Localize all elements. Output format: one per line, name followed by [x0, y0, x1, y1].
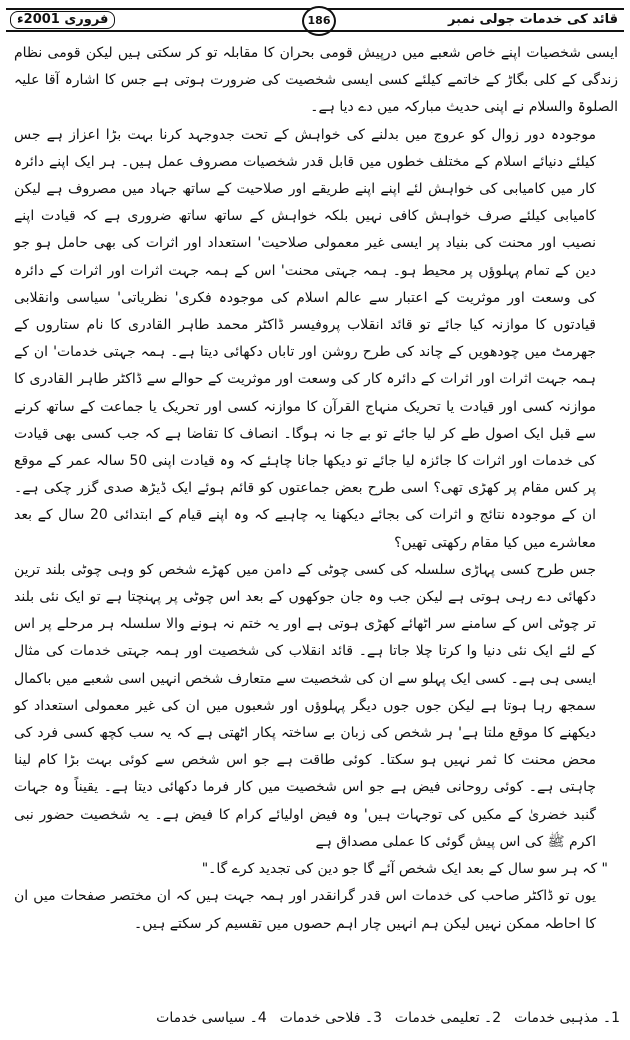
- hadith-quote: " کہ ہر سو سال کے بعد ایک شخص آئے گا جو دین کی تجدید کرے گا۔": [201, 861, 608, 878]
- paragraph-3: جس طرح کسی پہاڑی سلسلہ کی کسی چوٹی کے دامن میں کھڑے شخص کو وہی چوٹی بلند ترین دکھائی دے رہی ہوتی ہے لیکن جب وہ جان جوکھوں کے بعد اس چوٹی پر پہنچتا ہے تو ایک نئی بلند تر چوٹی اس کے سامنے سر اٹھائے کھڑی ہوتی ہے اور یہ ختم نہ ہونے والا سلسلہ ہر مرحلے پر اس کے لئے ایک نئی دنیا وا کرتا چلا جاتا ہے۔ قائد انقلاب کی شخصیت اور ہمہ جہتی خدمات کی مثال ایسی ہی ہے۔ کسی ایک پہلو سے ان کی شخصیت سے متعارف شخص انہیں اسی شعبے میں باکمال سمجھ رہا ہوتا ہے لیکن جوں جوں دیگر پہلوؤں اور شعبوں میں ان کی غیر معمولی استعداد کو دیکھنے کا موقع ملتا ہے' ہر شخص کی زبان بے ساختہ پکار اٹھتی ہے کہ یہ سب کچھ کسی فرد کی محض محنت کا ثمر نہیں ہو سکتا۔ کوئی طاقت ہے جو اس شخص سے کوئی بہت بڑا کام لینا چاہتی ہے۔ کوئی روحانی فیض ہے جو اس شخصیت میں کار فرما دکھائی دیتا ہے۔ یقیناً وہ جہات گنبد خضریٰ کے مکیں کی توجہات ہیں' وہ فیض اولیائے کرام کا فیض ہے۔ یہ شخصیت حضور نبی اکرم ﷺ کی اس پیش گوئی کا عملی مصداق ہے: [14, 561, 596, 850]
- page-number: 186: [302, 6, 336, 36]
- article-body: [14, 40, 618, 938]
- service-political: 4۔ سیاسی خدمات: [156, 1010, 267, 1026]
- service-educational: 2۔ تعلیمی خدمات: [394, 1010, 502, 1026]
- paragraph-1: ایسی شخصیات اپنے خاص شعبے میں درپیش قومی بحران کا مقابلہ تو کر سکتی ہیں لیکن قومی نظام زندگی کے کلی بگاڑ کے خاتمے کیلئے کسی ایسی شخصیت کی ضرورت ہوتی ہے جس کا اشارہ آقا علیہ الصلوۃ والسلام نے اپنی حدیث مبارکہ میں دے دیا ہے۔: [14, 45, 618, 116]
- page-header: [6, 8, 624, 32]
- header-rule-bottom: [6, 30, 624, 32]
- paragraph-2: موجودہ دور زوال کو عروج میں بدلنے کی خواہش کے تحت جدوجہد کرنا بہت بڑا اعزاز ہے جس کیلئے دنیائے اسلام کے مختلف خطوں میں قابل قدر شخصیات مصروف عمل ہیں۔ ہر ایک اپنے دائرہ کار میں کامیابی کی خواہش لئے اپنے اپنے طریقے اور صلاحیت کے ساتھ جہاد میں مصروف ہے لیکن کامیابی کیلئے صرف خواہش کافی نہیں بلکہ خواہش کے ساتھ ساتھ ضروری ہے کہ قیادت اپنے نصیب اور محنت کی بنیاد پر ایسی غیر معمولی صلاحیت' استعداد اور اثرات کی بھی حامل ہو جو دین کے تمام پہلوؤں پر محیط ہو۔ ہمہ جہتی محنت' اس کے ہمہ جہت اثرات اور اثرات کے دائرہ کی وسعت اور موثریت کے اعتبار سے عالم اسلام کی موجودہ فکری' نظریاتی' سیاسی وانقلابی قیادتوں کا موازنہ کیا جائے تو قائد انقلاب پروفیسر ڈاکٹر محمد طاہر القادری کا نام ستاروں کے جھرمٹ میں چودھویں کے چاند کی طرح روشن اور تاباں دکھائی دیتا ہے۔ ہمہ جہتی خدمات' ان کے ہمہ جہت اثرات اور اثرات کے دائرہ کار کی وسعت اور موثریت کے حوالے سے ڈاکٹر طاہر القادری کا موازنہ کسی اور قیادت یا تحریک منہاج القرآن کا موازنہ کسی اور تحریک یا جماعت کے ساتھ کرنے سے قبل ایک اصول طے کر لیا جائے تو بے جا نہ ہوگا۔ انصاف کا تقاضا ہے کہ جب کسی بھی قیادت کی خدمات اور اثرات کا جائزہ لیا جائے تو دیکھا جانا چاہئے کہ وہ قیادت اپنی 50 سالہ عمر کے موقع پر کس مقام پر کھڑی تھی؟ اسی طرح بعض جماعتوں کو قائم ہوئے ایک ڈیڑھ صدی گزر چکی ہے۔ ان کے موجودہ نتائج و اثرات کی بجائے دیکھنا یہ چاہیے کہ وہ اپنے قیام کے ابتدائی 20 سال کے بعد معاشرے میں کیا مقام رکھتی تھیں؟: [14, 126, 597, 551]
- paragraph-4: یوں تو ڈاکٹر صاحب کی خدمات اس قدر گرانقدر اور ہمہ جہت ہیں کہ ان مختصر صفحات میں ان کا احاطہ ممکن نہیں لیکن ہم انہیں چار اہم حصوں میں تقسیم کر سکتے ہیں۔: [14, 888, 596, 932]
- service-religious: 1۔ مذہبی خدمات: [514, 1010, 620, 1026]
- issue-date: فروری 2001ء: [10, 11, 115, 29]
- magazine-name: قائد کی خدمات جولی نمبر: [447, 12, 618, 27]
- services-list: [120, 1006, 620, 1030]
- service-welfare: 3۔ فلاحی خدمات: [279, 1010, 383, 1026]
